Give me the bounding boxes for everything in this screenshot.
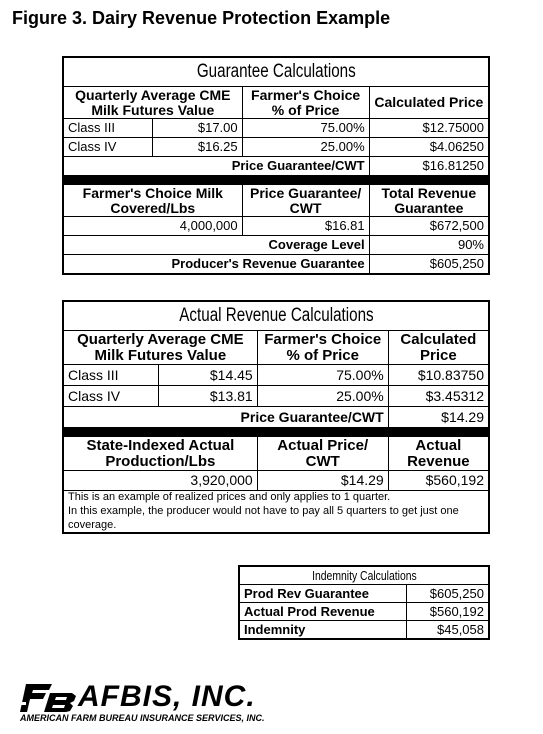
guarantee-calculations-table (62, 56, 490, 275)
header-calculated-price: Calculated Price (388, 331, 489, 365)
header-milk-covered: Farmer's Choice Milk Covered/Lbs (63, 185, 242, 217)
actual-revenue-table (62, 300, 490, 534)
total-revenue-value: $672,500 (369, 217, 489, 236)
logo-subtitle: AMERICAN FARM BUREAU INSURANCE SERVICES, INC. (20, 713, 265, 723)
indemnity-label: Prod Rev Guarantee (239, 585, 407, 603)
header-farmers-choice-pct: Farmer's Choice % of Price (242, 87, 369, 119)
price-cell: $4.06250 (369, 138, 489, 157)
coverage-level-value: 90% (369, 236, 489, 255)
header-farmers-choice-pct: Farmer's Choice % of Price (257, 331, 388, 365)
producer-revenue-label: Producer's Revenue Guarantee (63, 255, 369, 274)
farm-bureau-logo-icon (20, 684, 78, 712)
note-cell (63, 491, 489, 534)
pct-cell: 75.00% (242, 119, 369, 138)
header-actual-price: Actual Price/ CWT (257, 437, 388, 471)
futures-cell: $13.81 (159, 386, 258, 407)
note-line: This is an example of realized prices and only applies to 1 quarter. (68, 491, 391, 503)
actual-price-value: $14.29 (257, 471, 388, 491)
pct-cell: 75.00% (257, 365, 388, 386)
indemnity-value: $45,058 (407, 621, 490, 640)
futures-cell: $16.25 (153, 138, 243, 157)
indemnity-label: Actual Prod Revenue (239, 603, 407, 621)
header-actual-revenue: Actual Revenue (388, 437, 489, 471)
pg-cwt-value: $16.81 (242, 217, 369, 236)
figure-title: Figure 3. Dairy Revenue Protection Example (12, 8, 391, 28)
note-line: In this example, the producer would not have to pay all 5 quarters to get just one coverage. (68, 504, 459, 531)
milk-covered-value: 4,000,000 (63, 217, 242, 236)
producer-revenue-value: $605,250 (369, 255, 489, 274)
price-guarantee-value: $14.29 (388, 407, 489, 428)
actual-title: Actual Revenue Calculations (63, 301, 489, 331)
afbis-logo (20, 680, 310, 726)
price-cell: $3.45312 (388, 386, 489, 407)
actual-revenue-value: $560,192 (388, 471, 489, 491)
class-cell: Class III (63, 119, 153, 138)
header-futures-value: Quarterly Average CME Milk Futures Value (63, 331, 257, 365)
logo-name: AFBIS, INC. (78, 680, 256, 713)
price-cell: $12.75000 (369, 119, 489, 138)
production-value: 3,920,000 (63, 471, 257, 491)
price-guarantee-value: $16.81250 (369, 157, 489, 176)
header-total-revenue: Total Revenue Guarantee (369, 185, 489, 217)
indemnity-value: $560,192 (407, 603, 490, 621)
futures-cell: $14.45 (159, 365, 258, 386)
price-guarantee-label: Price Guarantee/CWT (63, 407, 388, 428)
header-futures-value: Quarterly Average CME Milk Futures Value (63, 87, 242, 119)
pct-cell: 25.00% (242, 138, 369, 157)
class-cell: Class IV (63, 386, 159, 407)
header-calculated-price: Calculated Price (369, 87, 489, 119)
indemnity-title: Indemnity Calculations (239, 566, 489, 585)
header-price-guarantee-cwt: Price Guarantee/ CWT (242, 185, 369, 217)
pct-cell: 25.00% (257, 386, 388, 407)
indemnity-value: $605,250 (407, 585, 490, 603)
guarantee-title: Guarantee Calculations (63, 57, 489, 87)
futures-cell: $17.00 (153, 119, 243, 138)
price-guarantee-label: Price Guarantee/CWT (63, 157, 369, 176)
price-cell: $10.83750 (388, 365, 489, 386)
header-actual-production: State-Indexed Actual Production/Lbs (63, 437, 257, 471)
coverage-level-label: Coverage Level (63, 236, 369, 255)
indemnity-table (238, 565, 490, 640)
class-cell: Class III (63, 365, 159, 386)
divider-bar (63, 176, 489, 185)
divider-bar (63, 428, 489, 437)
class-cell: Class IV (63, 138, 153, 157)
indemnity-label: Indemnity (239, 621, 407, 640)
